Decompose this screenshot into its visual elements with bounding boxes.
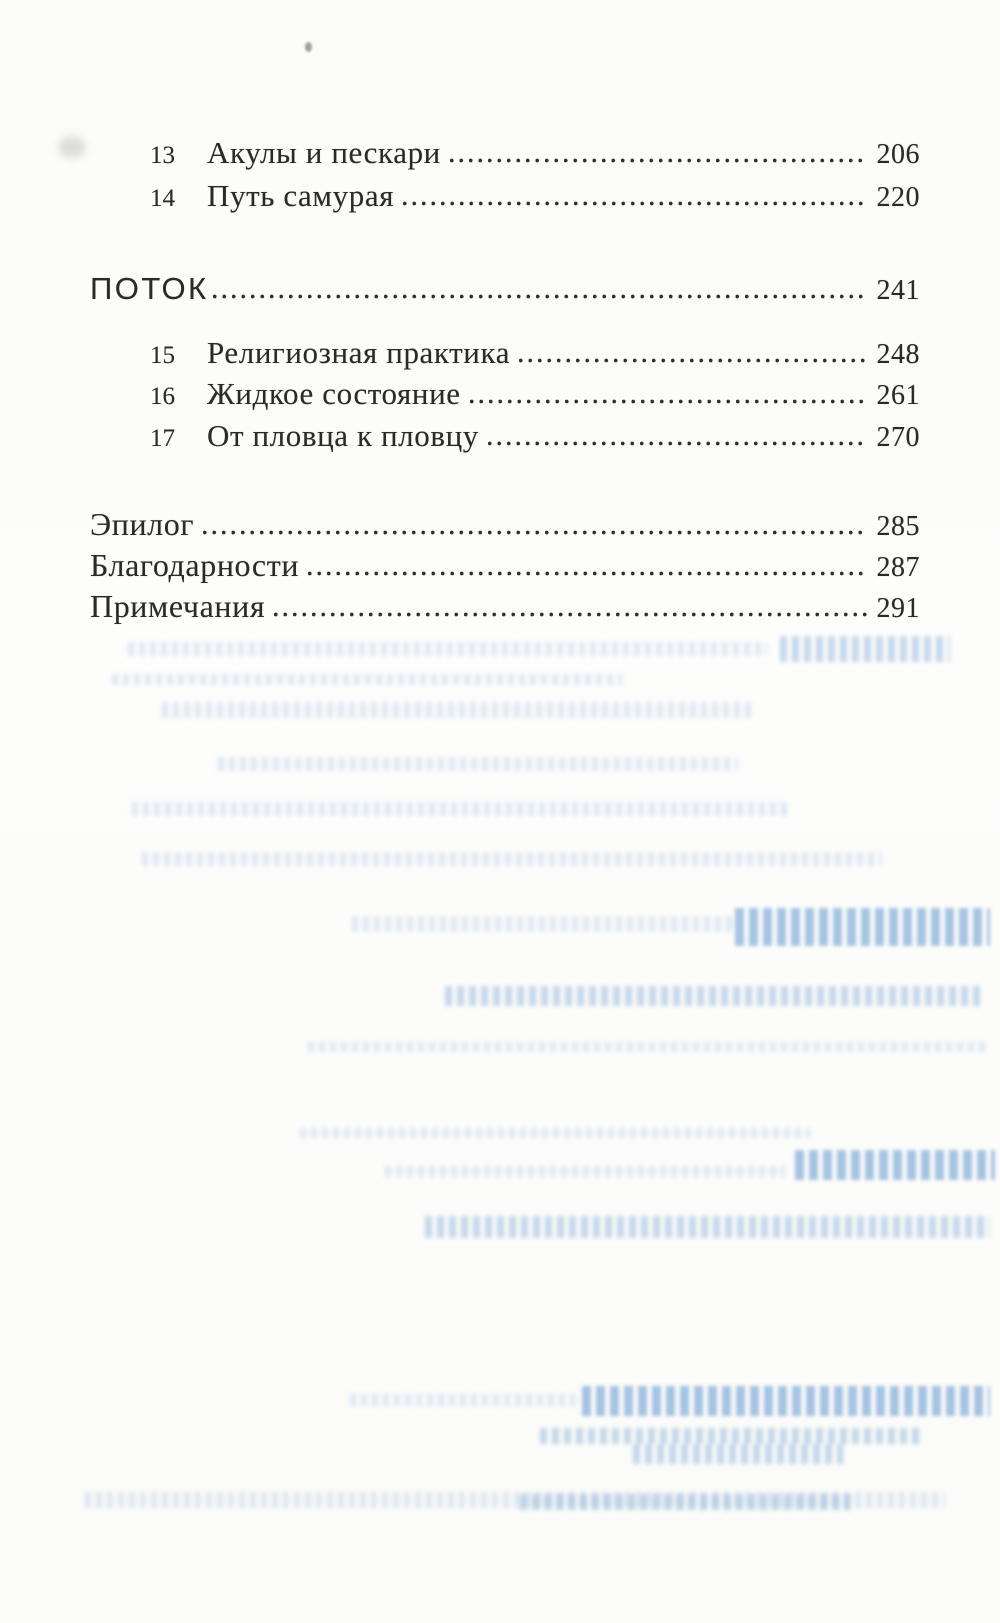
chapter-title: Религиозная практика — [207, 335, 511, 370]
showthrough-smudge — [142, 852, 882, 866]
dot-leader — [470, 399, 868, 404]
page-number: 220 — [876, 182, 920, 213]
chapter-title: От пловца к пловцу — [207, 418, 479, 453]
toc-entry-epilogue — [90, 508, 920, 541]
scan-speck — [305, 42, 312, 52]
back-matter-title: Благодарности — [90, 547, 300, 583]
toc-entry-acknowledgements — [90, 549, 920, 582]
showthrough-smudge — [218, 757, 738, 771]
chapter-number: 13 — [150, 142, 175, 169]
showthrough-smudge — [350, 1394, 575, 1406]
showthrough-smudge — [112, 674, 622, 685]
page-number: 270 — [876, 422, 920, 453]
toc-entry-chapter-13 — [90, 137, 920, 169]
showthrough-smudge — [308, 1042, 988, 1052]
chapter-number: 16 — [150, 383, 175, 410]
dot-leader — [450, 158, 868, 163]
chapter-number: 14 — [150, 185, 175, 212]
dot-leader — [519, 358, 867, 363]
showthrough-smudge — [352, 916, 732, 932]
showthrough-smudge — [780, 636, 950, 662]
chapter-title: Жидкое состояние — [207, 376, 461, 411]
showthrough-smudge — [425, 1216, 990, 1238]
section-title: ПОТОК — [90, 271, 209, 306]
toc-entry-notes — [90, 590, 920, 623]
toc-entry-chapter-16 — [90, 378, 920, 410]
page-number: 248 — [876, 339, 920, 370]
page-number: 206 — [876, 139, 920, 170]
page-number: 287 — [876, 552, 920, 583]
showthrough-smudge — [132, 802, 792, 816]
chapter-number: 15 — [150, 342, 175, 369]
showthrough-smudge — [385, 1166, 785, 1177]
page-number: 261 — [876, 380, 920, 411]
page-number: 291 — [876, 593, 920, 624]
chapter-title: Путь самурая — [207, 178, 395, 213]
showthrough-smudge — [445, 986, 985, 1006]
page-number: 285 — [876, 511, 920, 542]
showthrough-smudge — [85, 1492, 945, 1508]
showthrough-smudge — [162, 702, 752, 718]
dot-leader — [488, 441, 868, 446]
dot-leader — [203, 530, 867, 535]
showthrough-heading — [735, 908, 990, 946]
toc-entry-section-potok — [90, 273, 920, 305]
showthrough-heading — [582, 1386, 990, 1416]
showthrough-smudge — [540, 1428, 920, 1444]
showthrough-smudge — [520, 1494, 850, 1510]
showthrough-heading — [795, 1150, 995, 1180]
showthrough-smudge — [128, 642, 768, 656]
dot-leader — [274, 612, 867, 617]
scan-smudge — [58, 136, 86, 158]
page-number: 241 — [876, 275, 920, 306]
back-matter-title: Эпилог — [90, 506, 195, 542]
chapter-number: 17 — [150, 425, 175, 452]
toc-entry-chapter-15 — [90, 337, 920, 369]
back-matter-title: Примечания — [90, 588, 266, 624]
chapter-title: Акулы и пескари — [207, 135, 441, 170]
dot-leader — [213, 294, 868, 299]
toc-entry-chapter-14 — [90, 180, 920, 212]
showthrough-smudge — [633, 1444, 843, 1464]
toc-entry-chapter-17 — [90, 420, 920, 452]
showthrough-smudge — [300, 1128, 810, 1138]
dot-leader — [308, 571, 867, 576]
dot-leader — [403, 201, 867, 206]
